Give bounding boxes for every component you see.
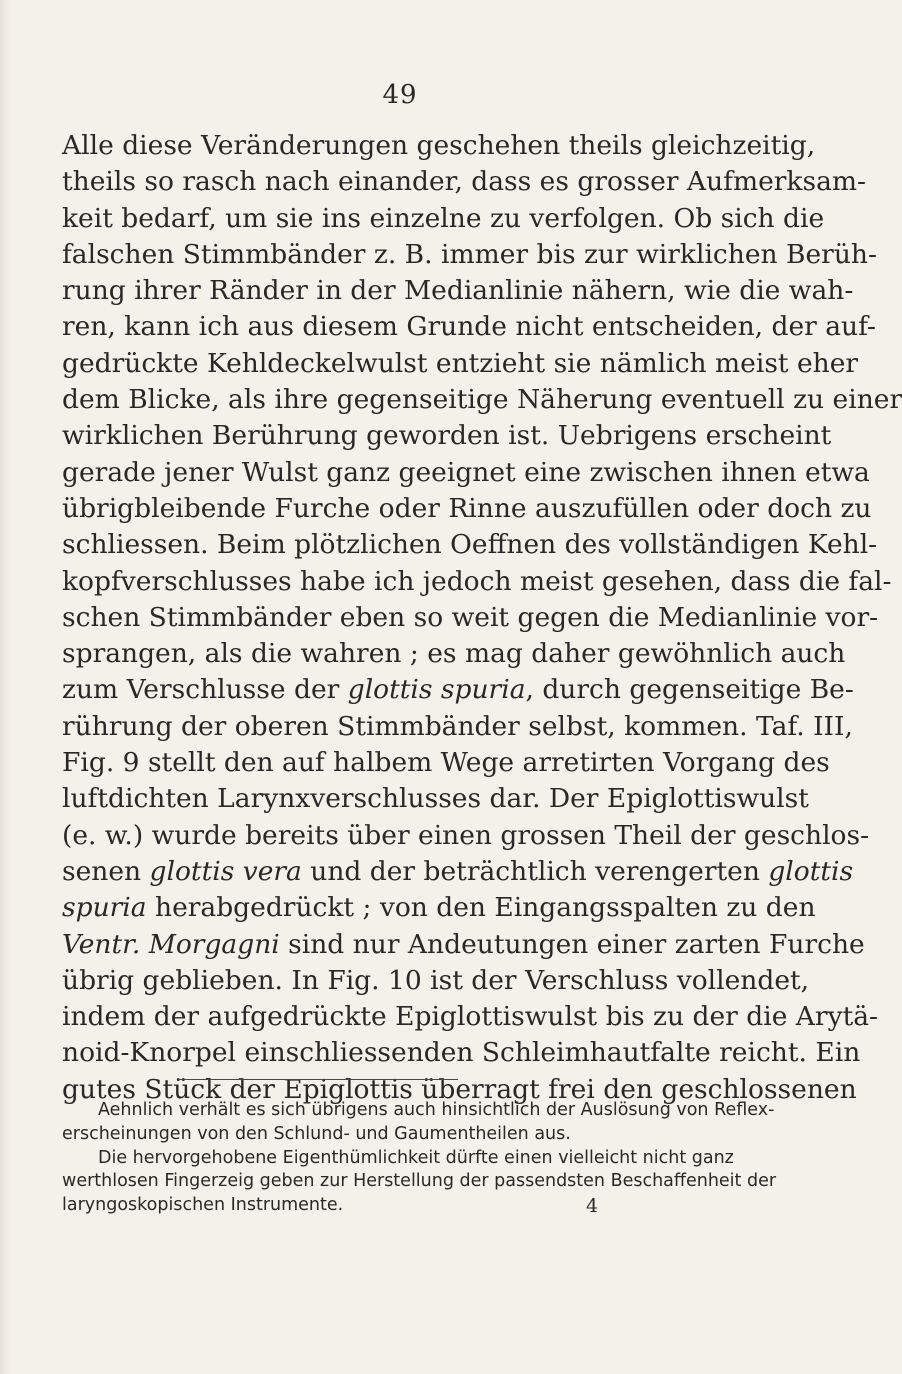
text-line-16 [62,672,854,708]
text-line-23 [62,927,865,963]
text-segment: sind nur Andeutungen einer zarten Furche [279,928,865,960]
footnote-line-1: Aehnlich verhält es sich übrigens auch hinsichtlich der Auslösung von Reflex- [98,1100,775,1120]
footnote-line-4: werthlosen Fingerzeig geben zur Herstellung der passendsten Beschaffenheit der [62,1171,777,1192]
footnote-line-2: erscheinungen von den Schlund- und Gaumentheilen aus. [62,1123,571,1144]
text-line-10: gerade jener Wulst ganz geeignet eine zwischen ihnen etwa [62,456,870,488]
page-edge-shadow [0,0,10,1374]
text-line-12: schliessen. Beim plötzlichen Oeffnen des vollständigen Kehl- [62,529,878,561]
text-line-5: rung ihrer Ränder in der Medianlinie nähern, wie die wah- [62,275,854,307]
text-segment: und der beträchtlich verengerten [301,855,769,887]
text-line-2: theils so rasch nach einander, dass es grosser Aufmerksam- [62,166,866,198]
main-text-body [62,128,902,1108]
text-line-6: ren, kann ich aus diesem Grunde nicht entscheiden, der auf- [62,311,876,343]
text-line-27: gutes Stück der Epiglottis überragt frei den geschlossenen [62,1073,857,1105]
footnotes [62,1099,777,1218]
footnote-line-5: laryngoskopischen Instrumente. [62,1195,344,1216]
page-number: 49 [382,80,418,110]
text-line-17: rührung der oberen Stimmbänder selbst, kommen. Taf. III, [62,710,853,742]
footnote-separator [178,1079,458,1080]
text-line-8: dem Blicke, als ihre gegenseitige Näherung eventuell zu einer [62,384,902,416]
text-line-24: übrig geblieben. In Fig. 10 ist der Verschluss vollendet, [62,964,810,996]
text-segment: zum Verschlusse der [62,674,348,706]
text-line-3: keit bedarf, um sie ins einzelne zu verfolgen. Ob sich die [62,202,825,234]
text-line-11: übrigbleibende Furche oder Rinne auszufüllen oder doch zu [62,492,872,524]
text-line-25: indem der aufgedrückte Epiglottiswulst bis zu der die Arytä- [62,1001,878,1033]
latin-term: Ventr. Morgagni [62,928,280,960]
text-line-20: (e. w.) wurde bereits über einen grossen Theil der geschlos- [62,819,870,851]
text-line-26: noid-Knorpel einschliessenden Schleimhautfalte reicht. Ein [62,1037,861,1069]
text-line-22 [62,890,816,926]
text-line-18: Fig. 9 stellt den auf halbem Wege arretirten Vorgang des [62,747,830,779]
latin-term: glottis vera [149,855,302,887]
latin-term: spuria [62,892,147,924]
text-segment: senen [62,855,150,887]
footnote-line-3: Die hervorgehobene Eigenthümlichkeit dürfte einen vielleicht nicht ganz [98,1147,734,1168]
text-line-19: luftdichten Larynxverschlusses dar. Der Epiglottiswulst [62,783,809,815]
text-line-4: falschen Stimmbänder z. B. immer bis zur wirklichen Berüh- [62,238,877,270]
printer-signature: 4 [586,1195,599,1217]
text-line-1: Alle diese Veränderungen geschehen theils gleichzeitig, [62,130,816,161]
text-line-7: gedrückte Kehldeckelwulst entzieht sie nämlich meist eher [62,347,859,379]
text-line-15: sprangen, als die wahren ; es mag daher gewöhnlich auch [62,638,846,670]
text-line-9: wirklichen Berührung geworden ist. Uebrigens erscheint [62,420,832,452]
latin-term: glottis spuria [347,674,526,706]
text-line-14: schen Stimmbänder eben so weit gegen die Medianlinie vor- [62,601,879,633]
latin-term: glottis [768,855,854,887]
text-line-21 [62,854,854,890]
text-segment: , durch gegenseitige Be- [525,674,854,706]
text-line-13: kopfverschlusses habe ich jedoch meist gesehen, dass die fal- [62,565,892,597]
text-segment: herabgedrückt ; von den Eingangsspalten zu den [146,892,816,924]
